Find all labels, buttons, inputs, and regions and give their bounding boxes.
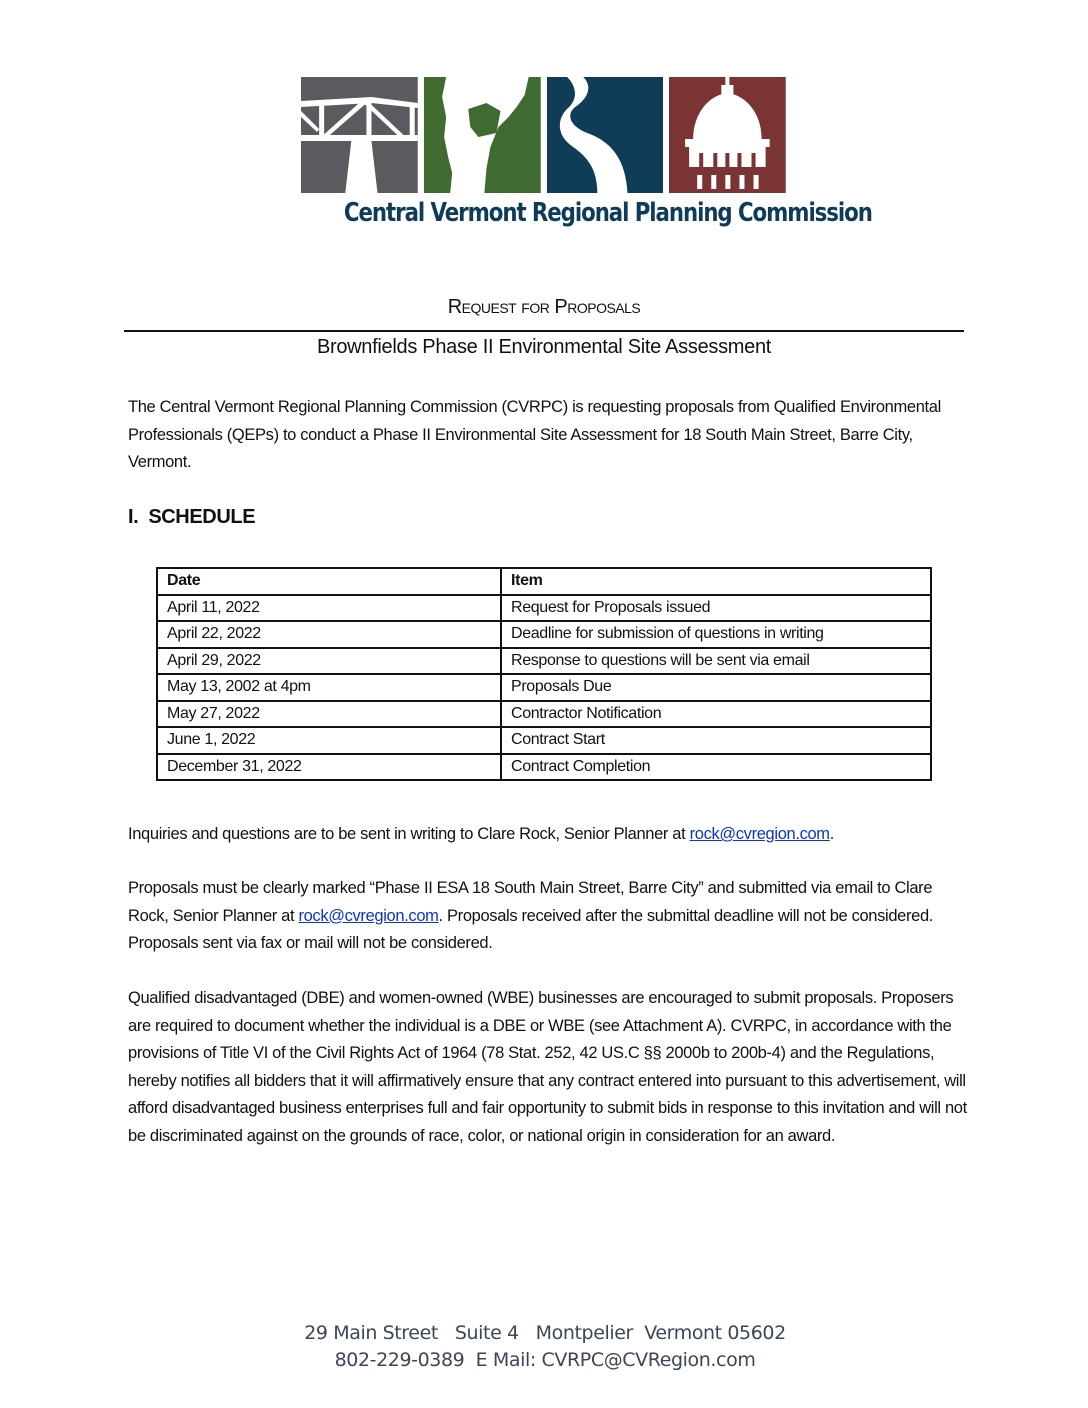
table-row bbox=[157, 701, 931, 728]
email-link[interactable]: rock@cvregion.com bbox=[298, 906, 439, 925]
river-icon bbox=[547, 77, 664, 193]
footer-contact: 802-229-0389 E Mail: CVRPC@CVRegion.com bbox=[334, 1349, 756, 1371]
proposals-text: Proposals must be clearly marked “Phase II ESA 18 South Main Street, Barre City” and submitted via email to Clare Rock, Senior Planner at bbox=[128, 879, 933, 925]
proposals-text-after: . Proposals received after the submittal deadline will not be considered. Proposals sent via fax or mail will not be considered. bbox=[128, 906, 934, 952]
item-cell: Response to questions will be sent via email bbox=[501, 648, 931, 675]
section-title: SCHEDULE bbox=[148, 506, 256, 528]
inquiries-end: . bbox=[829, 825, 834, 843]
dbe-paragraph: Qualified disadvantaged (DBE) and women-owned (WBE) businesses are encouraged to submit proposals. Proposers are required to document whether the individual is a DBE or WBE (see Attachment A). CVRPC, in accordance with the provisions of Title VI of the Civil Rights Act of 1964 (78 Stat. 252, 42 US.C §§ 2000b to 200b-4) and the Regulations, hereby notifies all bidders that it will affirmatively ensure that any contract entered into pursuant to this advertisement, will afford disadvantaged business enterprises full and fair opportunity to submit bids in response to this invitation and will not be discriminated against on the grounds of race, color, or national origin in consideration for an award. bbox=[128, 989, 967, 1145]
item-cell: Contract Start bbox=[501, 727, 931, 754]
header-date: Date bbox=[157, 568, 501, 595]
date-cell: May 13, 2002 at 4pm bbox=[157, 674, 501, 701]
email-link[interactable]: rock@cvregion.com bbox=[689, 825, 830, 843]
bridge-icon bbox=[301, 77, 418, 193]
capitol-dome-icon bbox=[669, 77, 786, 193]
item-cell: Contract Completion bbox=[501, 754, 931, 781]
table-row bbox=[157, 595, 931, 622]
item-cell: Contractor Notification bbox=[501, 701, 931, 728]
date-cell: April 22, 2022 bbox=[157, 621, 501, 648]
section-heading-schedule bbox=[128, 506, 255, 529]
section-number: I. bbox=[128, 506, 139, 528]
footer-address: 29 Main Street Suite 4 Montpelier Vermont 05602 bbox=[304, 1322, 786, 1344]
date-cell: June 1, 2022 bbox=[157, 727, 501, 754]
title-divider bbox=[124, 330, 964, 332]
organization-name: Central Vermont Regional Planning Commission bbox=[343, 198, 872, 228]
date-cell: December 31, 2022 bbox=[157, 754, 501, 781]
table-row bbox=[157, 648, 931, 675]
cvrpc-logo bbox=[301, 77, 786, 193]
document-subtitle: Brownfields Phase II Environmental Site Assessment bbox=[316, 336, 772, 358]
date-cell: April 29, 2022 bbox=[157, 648, 501, 675]
header-item: Item bbox=[501, 568, 931, 595]
footer bbox=[290, 1320, 800, 1374]
item-cell: Deadline for submission of questions in writing bbox=[501, 621, 931, 648]
table-row bbox=[157, 754, 931, 781]
date-cell: April 11, 2022 bbox=[157, 595, 501, 622]
item-cell: Request for Proposals issued bbox=[501, 595, 931, 622]
table-header-row bbox=[157, 568, 931, 595]
inquiries-paragraph bbox=[128, 821, 968, 849]
item-cell: Proposals Due bbox=[501, 674, 931, 701]
table-row bbox=[157, 621, 931, 648]
intro-paragraph: The Central Vermont Regional Planning Commission (CVRPC) is requesting proposals from Qualified Environmental Professionals (QEPs) to conduct a Phase II Environmental Site Assessment for 18 South Main Street, Barre City, Vermont. bbox=[128, 398, 941, 471]
date-cell: May 27, 2022 bbox=[157, 701, 501, 728]
table-row bbox=[157, 674, 931, 701]
vermont-map-icon bbox=[424, 77, 541, 193]
schedule-table bbox=[156, 567, 932, 781]
document-title: Request for Proposals bbox=[447, 296, 641, 318]
proposals-paragraph bbox=[128, 875, 968, 958]
inquiries-text: Inquiries and questions are to be sent in writing to Clare Rock, Senior Planner at bbox=[128, 825, 690, 843]
table-row bbox=[157, 727, 931, 754]
